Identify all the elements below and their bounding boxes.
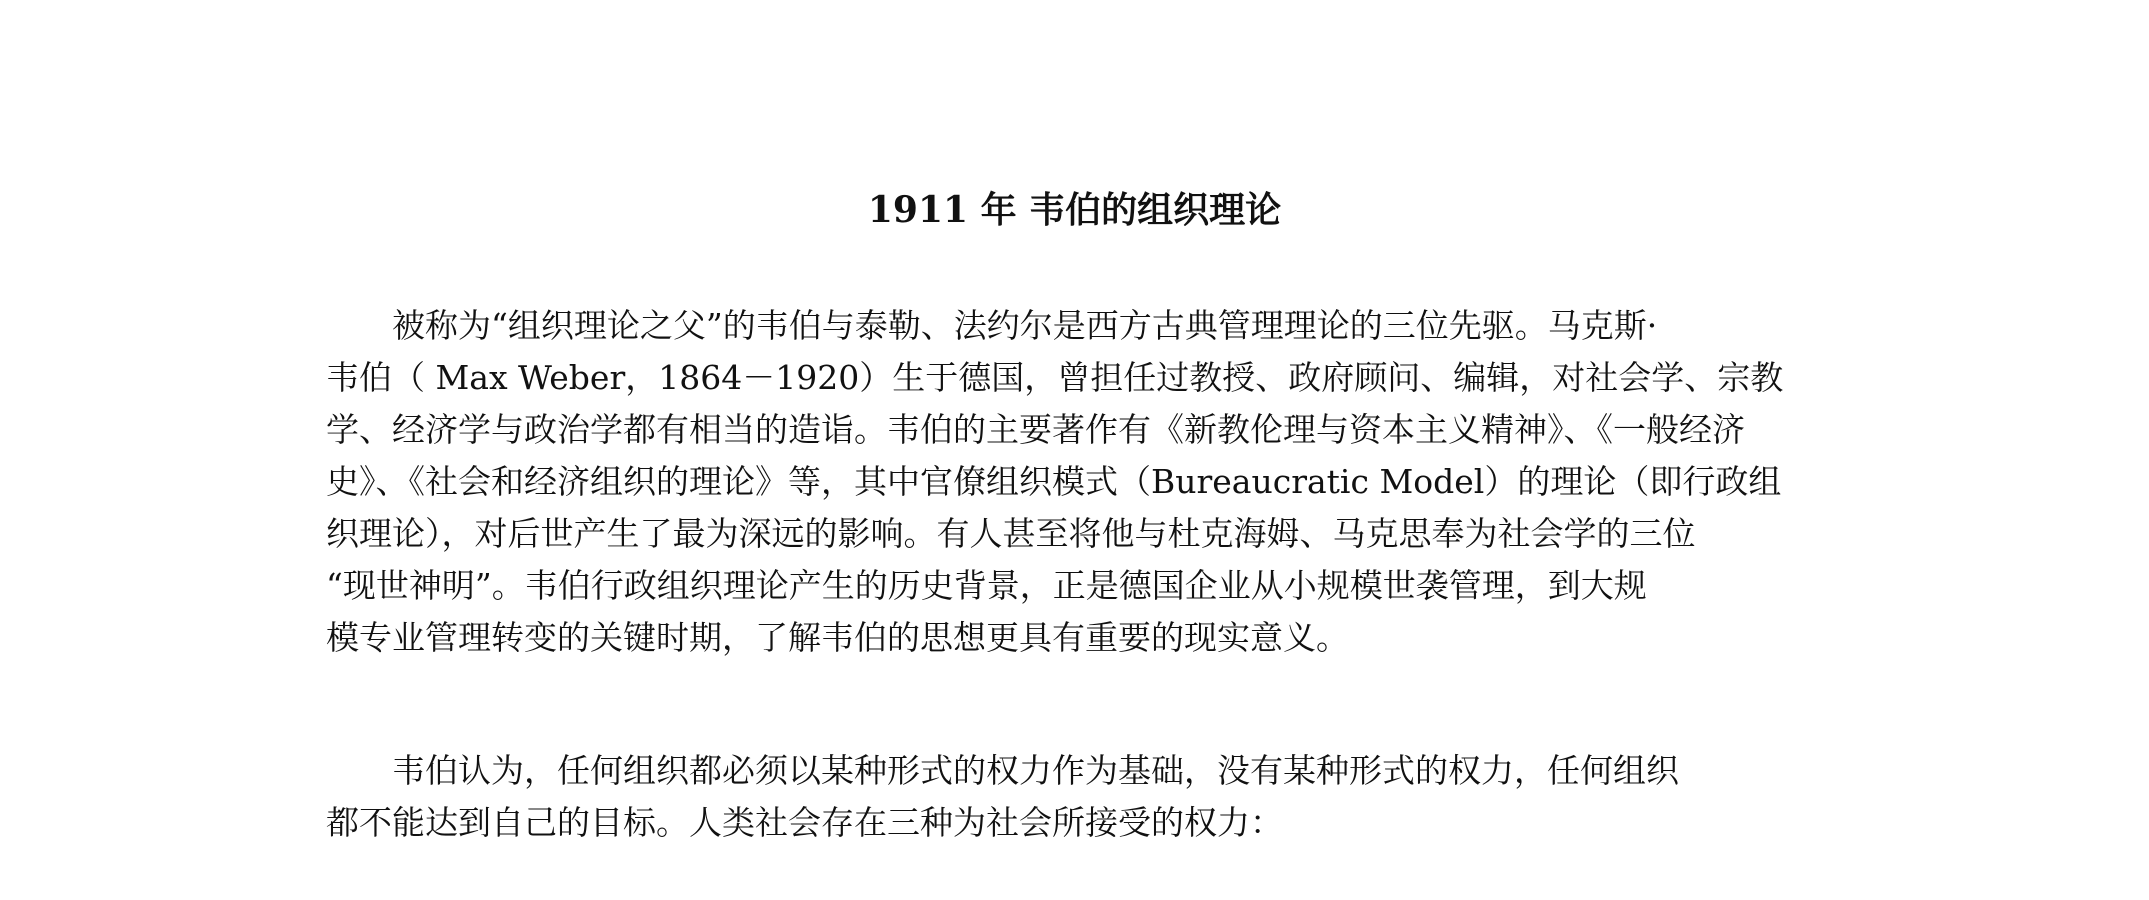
paragraph-line: 被称为“组织理论之父”的韦伯与泰勒、法约尔是西方古典管理理论的三位先驱。马克斯·	[326, 306, 1658, 345]
paragraph-intro	[326, 300, 1836, 664]
paragraph-line: 史》、《社会和经济组织的理论》等，其中官僚组织模式（Bureaucratic Model）的理论（即行政组	[326, 462, 1782, 501]
paragraph-line: 韦伯认为，任何组织都必须以某种形式的权力作为基础，没有某种形式的权力，任何组织	[326, 751, 1679, 790]
paragraph-line: 韦伯（ Max Weber，1864－1920）生于德国，曾担任过教授、政府顾问、编辑，对社会学、宗教	[326, 358, 1784, 397]
paragraph-line: “现世神明”。韦伯行政组织理论产生的历史背景，正是德国企业从小规模世袭管理，到大规	[326, 566, 1647, 605]
paragraph-line: 模专业管理转变的关键时期，了解韦伯的思想更具有重要的现实意义。	[326, 618, 1349, 657]
paragraph-line: 都不能达到自己的目标。人类社会存在三种为社会所接受的权力：	[326, 803, 1283, 842]
paragraph-line: 织理论），对后世产生了最为深远的影响。有人甚至将他与杜克海姆、马克思奉为社会学的三位	[326, 514, 1696, 553]
paragraph-line: 学、经济学与政治学都有相当的造诣。韦伯的主要著作有《新教伦理与资本主义精神》、《一般经济	[326, 410, 1745, 449]
paragraph-authority	[326, 745, 1836, 849]
document-title: 1911 年 韦伯的组织理论	[867, 189, 1282, 231]
